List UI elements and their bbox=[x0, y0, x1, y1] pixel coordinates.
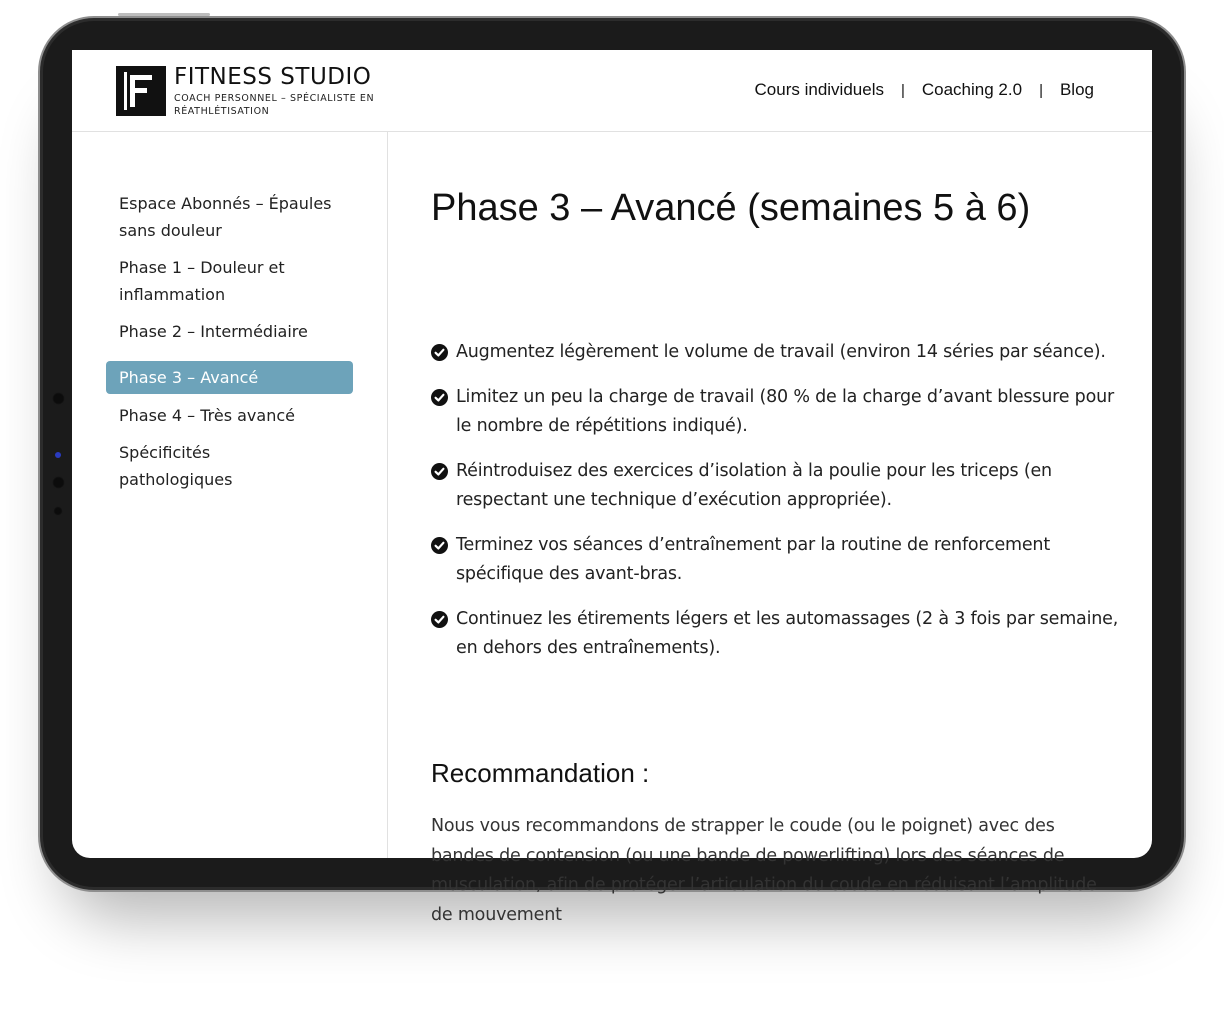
list-item bbox=[431, 338, 1121, 367]
check-circle-icon bbox=[431, 463, 448, 480]
fitness-studio-logo[interactable] bbox=[116, 66, 166, 116]
check-circle-icon bbox=[431, 389, 448, 406]
screen bbox=[72, 50, 1152, 925]
list-item bbox=[431, 457, 1121, 515]
check-circle-icon bbox=[431, 344, 448, 361]
camera-icon bbox=[52, 392, 65, 405]
sidebar-item-espace-abonnes[interactable]: Espace Abonnés – Épaules sans douleur bbox=[119, 194, 332, 240]
list-item bbox=[431, 531, 1121, 589]
list-item-text: Augmentez légèrement le volume de travail (environ 14 séries par séance). bbox=[456, 342, 1106, 362]
brand-name[interactable]: FITNESS STUDIO bbox=[174, 64, 372, 90]
checklist bbox=[431, 338, 1121, 679]
site-header bbox=[72, 50, 1152, 132]
list-item bbox=[431, 383, 1121, 441]
nav-blog[interactable]: Blog bbox=[1059, 80, 1094, 99]
nav-coaching[interactable]: Coaching 2.0 bbox=[921, 80, 1023, 99]
camera-icon bbox=[52, 476, 65, 489]
check-circle-icon bbox=[431, 611, 448, 628]
sidebar-item-phase-3[interactable]: Phase 3 – Avancé bbox=[106, 361, 353, 394]
recommendation-title: Recommandation : bbox=[431, 758, 650, 788]
sidebar-item-phase-1[interactable]: Phase 1 – Douleur et inflammation bbox=[119, 258, 285, 304]
list-item-text: Terminez vos séances d’entraînement par la routine de renforcement spécifique des avant-bras. bbox=[456, 535, 1050, 584]
sidebar-item-phase-2[interactable]: Phase 2 – Intermédiaire bbox=[119, 322, 308, 341]
list-item-text: Limitez un peu la charge de travail (80 % de la charge d’avant blessure pour le nombre de répétitions indiqué). bbox=[456, 387, 1114, 436]
brand-tagline: COACH PERSONNEL – SPÉCIALISTE EN RÉATHLÉTISATION bbox=[174, 93, 375, 117]
recommendation-text: Nous vous recommandons de strapper le coude (ou le poignet) avec des bandes de contension (ou une bande de powerlifting) lors des séances de musculation, afin de protéger l’articulation du coude en réduisant l’amplitude de mouvement bbox=[431, 816, 1097, 925]
list-item bbox=[431, 605, 1121, 663]
nav-separator: | bbox=[900, 81, 905, 99]
check-circle-icon bbox=[431, 537, 448, 554]
sidebar bbox=[72, 132, 388, 858]
camera-icon bbox=[53, 506, 63, 516]
list-item-text: Continuez les étirements légers et les automassages (2 à 3 fois par semaine, en dehors des entraînements). bbox=[456, 609, 1119, 658]
sidebar-item-phase-4[interactable]: Phase 4 – Très avancé bbox=[119, 406, 295, 425]
sidebar-item-specificites[interactable]: Spécificités pathologiques bbox=[119, 443, 233, 489]
main-nav bbox=[755, 80, 1094, 100]
list-item-text: Réintroduisez des exercices d’isolation à la poulie pour les triceps (en respectant une technique d’exécution appropriée). bbox=[456, 461, 1052, 510]
page-title: Phase 3 – Avancé (semaines 5 à 6) bbox=[431, 187, 1031, 229]
nav-cours-individuels[interactable]: Cours individuels bbox=[754, 80, 884, 99]
sensor-icon bbox=[55, 452, 61, 458]
nav-separator: | bbox=[1039, 81, 1043, 99]
